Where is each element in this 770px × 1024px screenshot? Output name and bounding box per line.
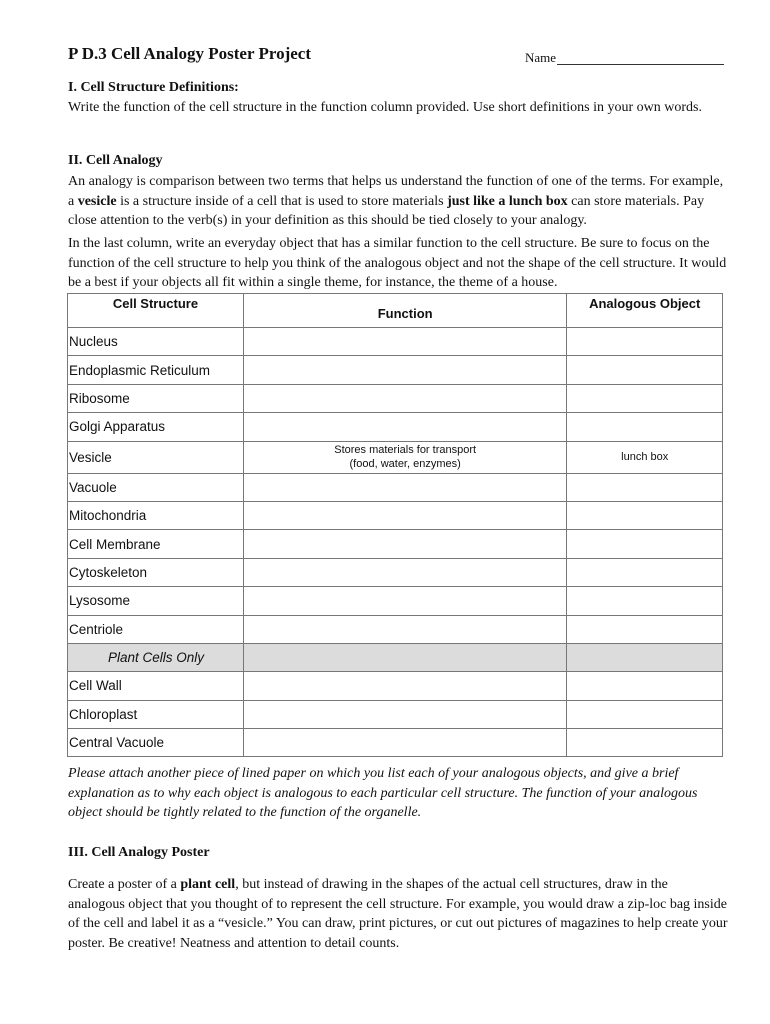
section2-paragraph-2: In the last column, write an everyday object that has a similar function to the cell structure. Be sure to focus on the function of the cell structure to help you think of the analogous object and not the shape of the cell structure. It would be a best if your objects all fit within a single theme, for instance, the theme of a house.	[68, 236, 727, 290]
row-nucleus-analog[interactable]	[567, 328, 723, 356]
name-blank-line[interactable]	[557, 64, 724, 65]
section2-paragraph-1	[68, 172, 728, 231]
row-cell-wall-analog[interactable]	[567, 672, 723, 700]
row-chloroplast-name: Chloroplast	[68, 700, 244, 728]
row-centriole-analog[interactable]	[567, 615, 723, 643]
p1-vesicle: vesicle	[77, 193, 117, 209]
row-chloroplast-analog[interactable]	[567, 700, 723, 728]
row-cell-wall-function[interactable]	[243, 672, 566, 700]
p1-text-e: can store materials. Pay close attention to the verb(s) in your definition as this should be tied closely to your analogy.	[68, 193, 705, 228]
row-cell-membrane-name: Cell Membrane	[68, 530, 244, 558]
row-central-vacuole-name: Central Vacuole	[68, 729, 244, 757]
table-row	[68, 413, 723, 441]
row-centriole-name: Centriole	[68, 615, 244, 643]
row-central-vacuole-function[interactable]	[243, 729, 566, 757]
table-row	[68, 384, 723, 412]
p1-lunch-box: just like a lunch box	[447, 193, 568, 209]
table-row	[68, 672, 723, 700]
row-chloroplast-function[interactable]	[243, 700, 566, 728]
row-lysosome-function[interactable]	[243, 587, 566, 615]
row-vacuole-function[interactable]	[243, 473, 566, 501]
row-er-analog[interactable]	[567, 356, 723, 384]
row-mitochondria-function[interactable]	[243, 501, 566, 529]
row-cell-membrane-analog[interactable]	[567, 530, 723, 558]
table-row	[68, 530, 723, 558]
p3-plant-cell: plant cell	[180, 877, 236, 892]
header-function: Function	[243, 294, 566, 328]
p3-text-c: , but instead of drawing in the shapes of the actual cell structures, draw in the analogous object that you thought of to represent the cell structure. For example, you would draw a zip-loc bag inside of the cell and label it as a “vesicle.” You can draw, print pictures, or cut out pictures of magazines to help create your poster. Be creative! Neatness and attention to detail counts.	[68, 877, 728, 951]
table-row	[68, 587, 723, 615]
table-row	[68, 328, 723, 356]
row-vesicle-analog[interactable]: lunch box	[567, 441, 723, 473]
row-cell-wall-name: Cell Wall	[68, 672, 244, 700]
row-golgi-analog[interactable]	[567, 413, 723, 441]
row-vesicle-name: Vesicle	[68, 441, 244, 473]
row-central-vacuole-analog[interactable]	[567, 729, 723, 757]
row-lysosome-name: Lysosome	[68, 587, 244, 615]
section3-heading: III. Cell Analogy Poster	[68, 845, 210, 860]
row-vacuole-analog[interactable]	[567, 473, 723, 501]
table-row	[68, 441, 723, 473]
row-ribosome-function[interactable]	[243, 384, 566, 412]
row-er-function[interactable]	[243, 356, 566, 384]
attachment-note: Please attach another piece of lined paper on which you list each of your analogous objects, and give a brief explanation as to why each object is analogous to each particular cell structure. The function of your analogous object should be tightly related to the function of the organelle.	[68, 766, 698, 820]
row-golgi-name: Golgi Apparatus	[68, 413, 244, 441]
plant-header-blank-function	[243, 643, 566, 671]
table-row	[68, 501, 723, 529]
plant-cells-header-row	[68, 643, 723, 671]
table-header-row	[68, 294, 723, 328]
table-row	[68, 700, 723, 728]
section1-text: Write the function of the cell structure in the function column provided. Use short definitions in your own words.	[68, 100, 702, 115]
row-cell-membrane-function[interactable]	[243, 530, 566, 558]
p3-text-a: Create a poster of a	[68, 877, 181, 892]
row-cytoskeleton-name: Cytoskeleton	[68, 558, 244, 586]
cell-analogy-table	[67, 293, 723, 757]
section3-paragraph	[68, 875, 728, 953]
header-analogous-object: Analogous Object	[567, 294, 723, 328]
vesicle-function-line1: Stores materials for transport	[334, 444, 477, 457]
row-vesicle-function[interactable]	[243, 441, 566, 473]
page-title: P D.3 Cell Analogy Poster Project	[68, 44, 311, 63]
row-nucleus-name: Nucleus	[68, 328, 244, 356]
name-label: Name	[525, 50, 557, 65]
table-row	[68, 558, 723, 586]
section2-heading: II. Cell Analogy	[68, 153, 163, 168]
plant-header-blank-analog	[567, 643, 723, 671]
row-er-name: Endoplasmic Reticulum	[68, 356, 244, 384]
table-row	[68, 473, 723, 501]
p1-text-a: An analogy is comparison between two terms that helps us understand the function of one of the terms. For example, a	[68, 174, 724, 209]
table-row	[68, 356, 723, 384]
row-nucleus-function[interactable]	[243, 328, 566, 356]
table-row	[68, 729, 723, 757]
header-cell-structure: Cell Structure	[68, 294, 244, 328]
row-vacuole-name: Vacuole	[68, 473, 244, 501]
row-mitochondria-name: Mitochondria	[68, 501, 244, 529]
table-row	[68, 615, 723, 643]
row-golgi-function[interactable]	[243, 413, 566, 441]
row-cytoskeleton-analog[interactable]	[567, 558, 723, 586]
row-ribosome-analog[interactable]	[567, 384, 723, 412]
row-lysosome-analog[interactable]	[567, 587, 723, 615]
p1-text-c: is a structure inside of a cell that is used to store materials	[116, 193, 448, 209]
row-cytoskeleton-function[interactable]	[243, 558, 566, 586]
row-ribosome-name: Ribosome	[68, 384, 244, 412]
row-centriole-function[interactable]	[243, 615, 566, 643]
row-mitochondria-analog[interactable]	[567, 501, 723, 529]
plant-cells-only-label: Plant Cells Only	[68, 643, 244, 671]
vesicle-function-line2: (food, water, enzymes)	[349, 458, 461, 471]
section1-heading: I. Cell Structure Definitions:	[68, 80, 239, 95]
